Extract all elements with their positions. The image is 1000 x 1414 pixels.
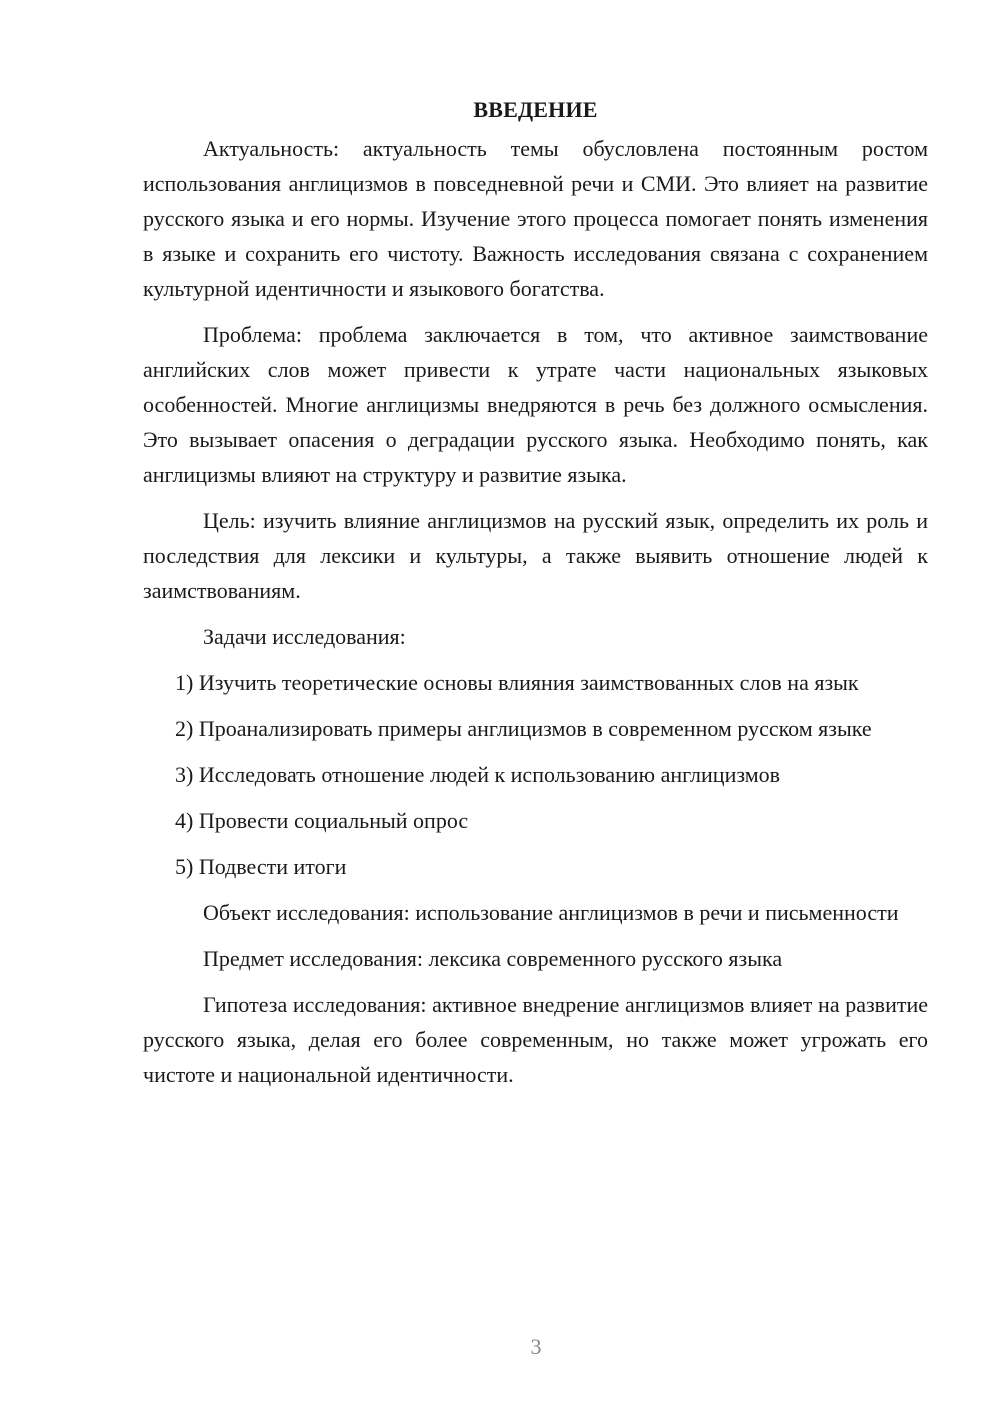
task-item-1: 1) Изучить теоретические основы влияния заимствованных слов на язык	[175, 670, 859, 695]
problem-paragraph: Проблема: проблема заключается в том, что активное заимствование английских слов может привести к утрате части национальных языковых особенностей. Многие англицизмы внедряются в речь без должного осмысления. Это вызывает опасения о деградации русского языка. Необходимо понять, как англицизмы влияют на структуру и развитие языка.	[143, 322, 928, 487]
task-item-3: 3) Исследовать отношение людей к использованию англицизмов	[175, 762, 781, 787]
hypothesis-paragraph: Гипотеза исследования: активное внедрение англицизмов влияет на развитие русского языка, делая его более современным, но также может угрожать его чистоте и национальной идентичности.	[143, 992, 928, 1087]
task-item-5: 5) Подвести итоги	[175, 854, 347, 879]
goal-paragraph: Цель: изучить влияние англицизмов на русский язык, определить их роль и последствия для лексики и культуры, а также выявить отношение людей к заимствованиям.	[143, 508, 928, 603]
section-title: ВВЕДЕНИЕ	[473, 97, 598, 122]
task-item-2: 2) Проанализировать примеры англицизмов в современном русском языке	[175, 716, 872, 741]
page-number: 3	[530, 1334, 542, 1359]
page-content	[143, 92, 928, 1103]
task-item-4: 4) Провести социальный опрос	[175, 808, 469, 833]
object-paragraph: Объект исследования: использование англицизмов в речи и письменности	[203, 900, 899, 925]
subject-paragraph: Предмет исследования: лексика современного русского языка	[203, 946, 783, 971]
relevance-paragraph: Актуальность: актуальность темы обусловлена постоянным ростом использования англицизмов в повседневной речи и СМИ. Это влияет на развитие русского языка и его нормы. Изучение этого процесса помогает понять изменения в языке и сохранить его чистоту. Важность исследования связана с сохранением культурной идентичности и языкового богатства.	[143, 136, 928, 301]
tasks-heading: Задачи исследования:	[203, 624, 406, 649]
